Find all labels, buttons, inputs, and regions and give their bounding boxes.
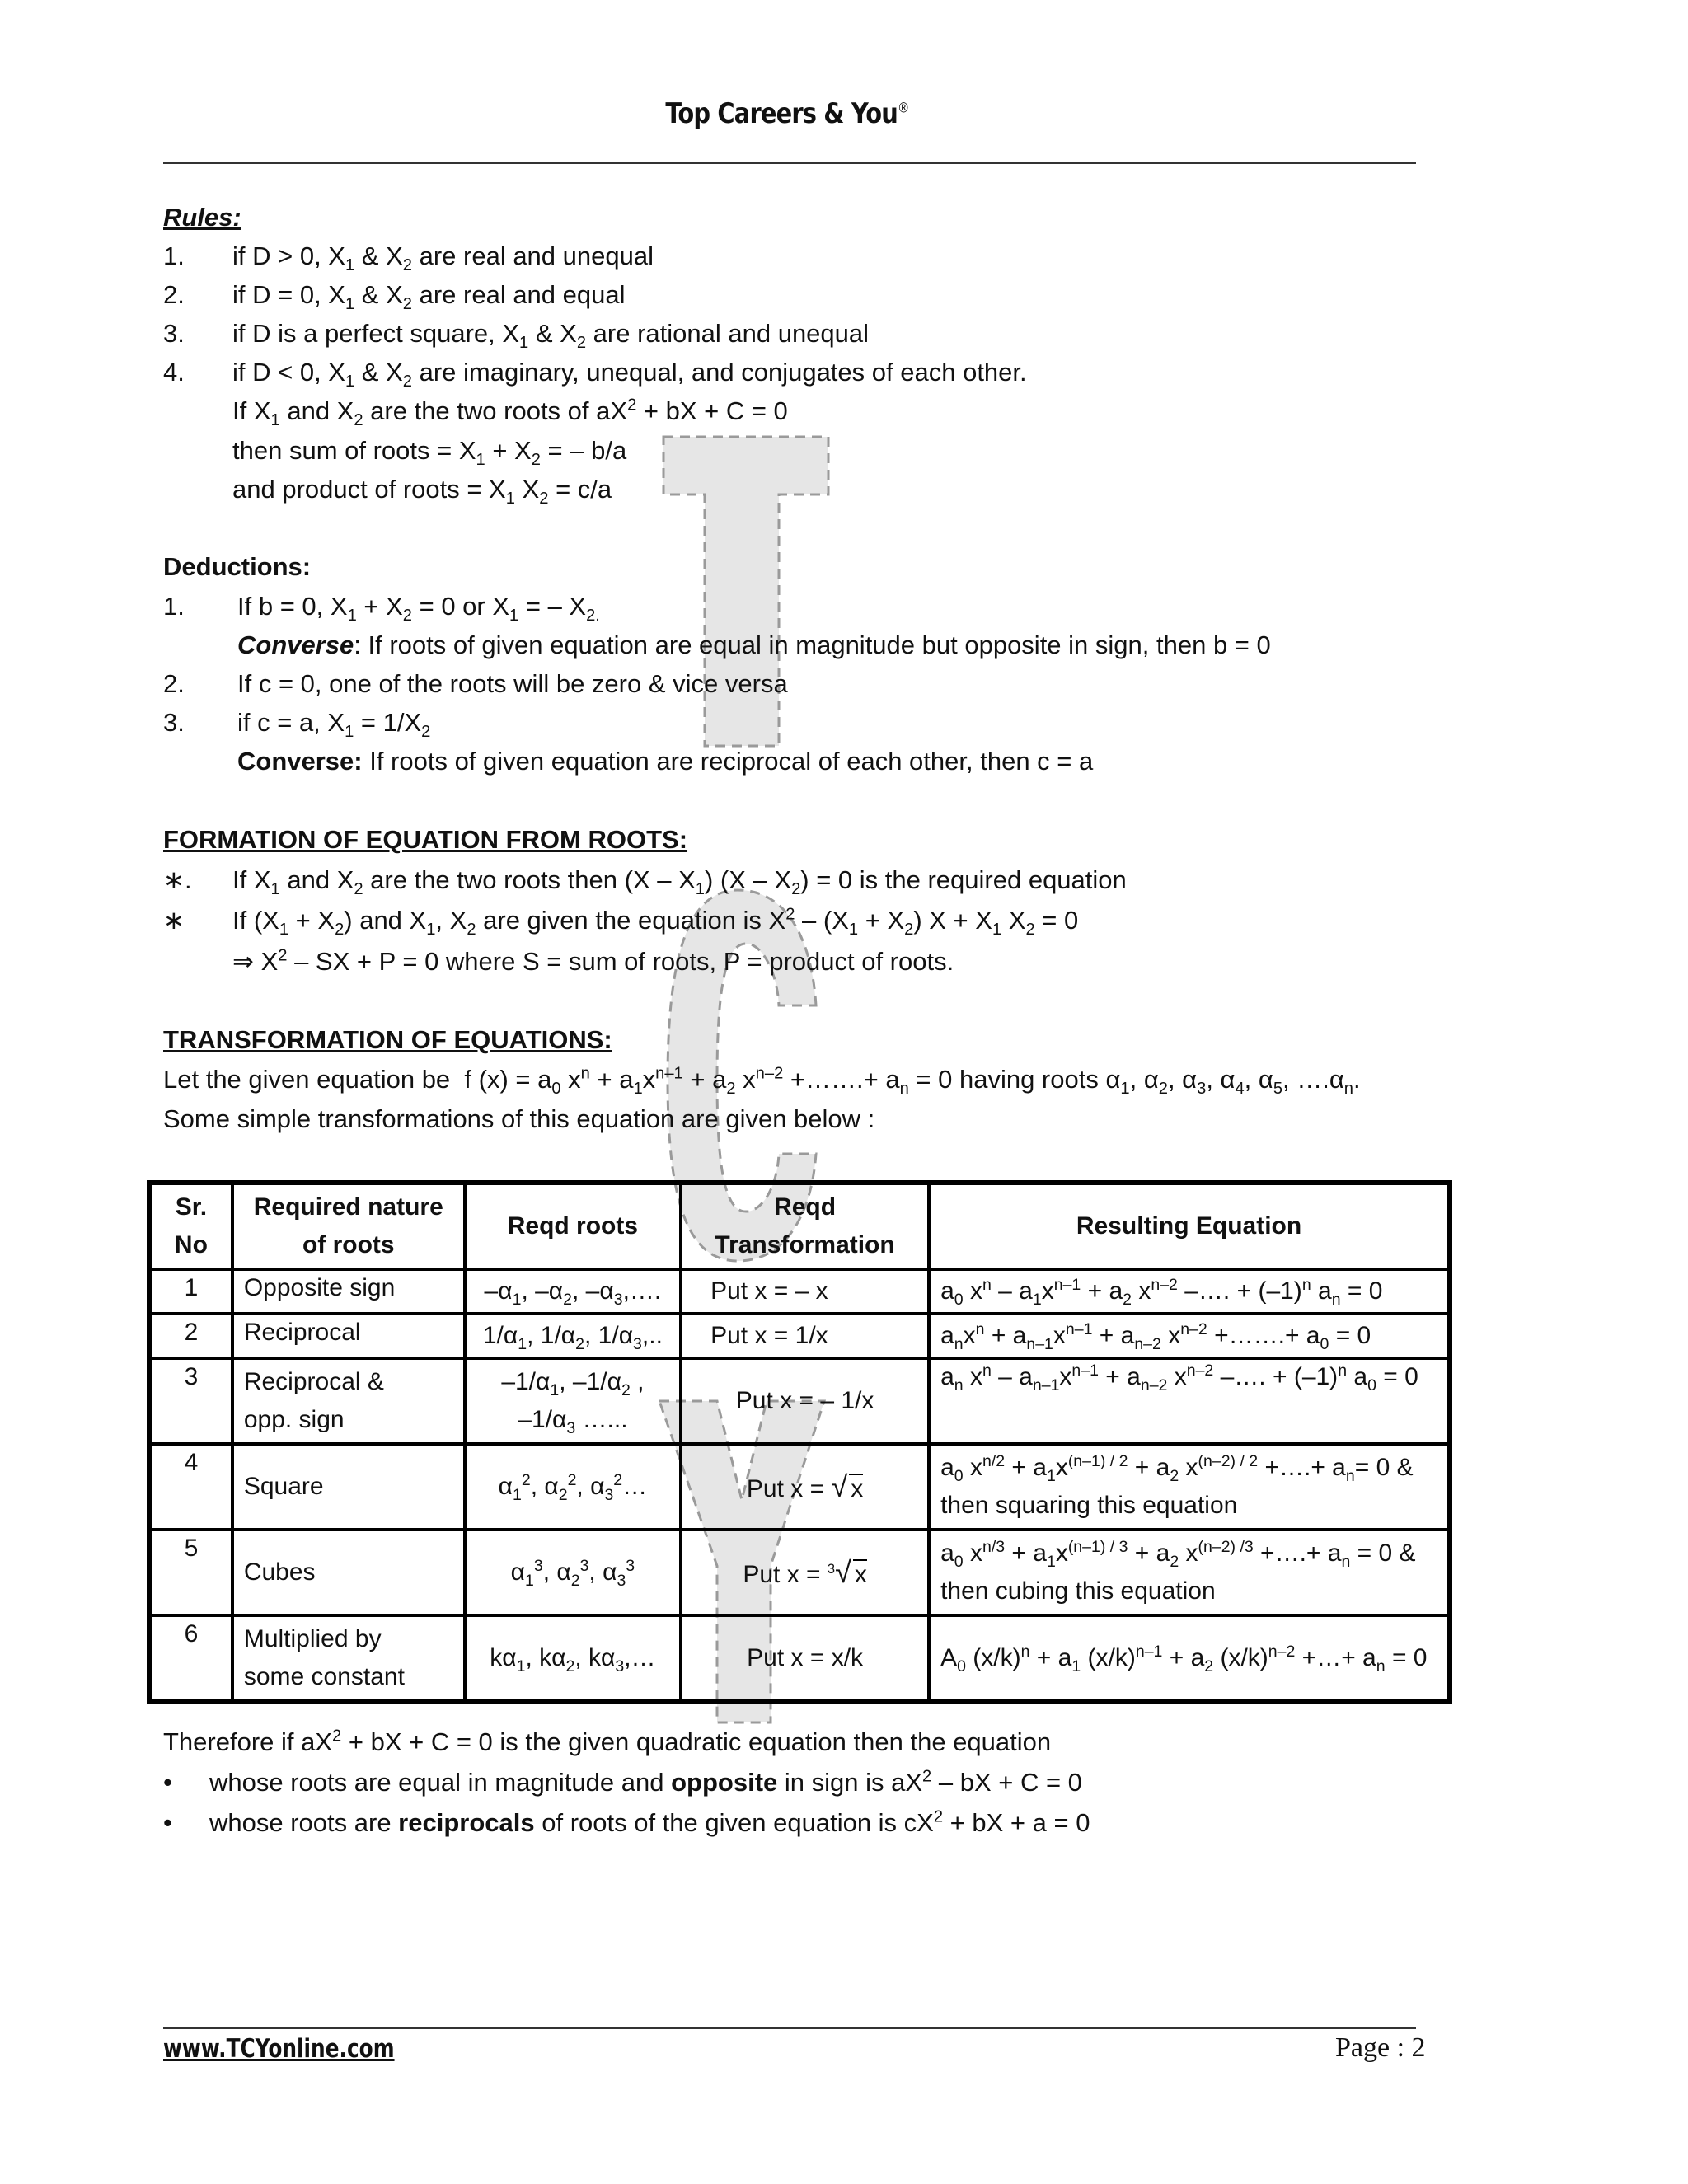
- converse-label: Converse:: [237, 747, 363, 776]
- rule-number: 1.: [163, 241, 185, 270]
- cell-roots: $k\alpha_1$, $k\alpha_2$, $k\alpha_3,\dots$: [465, 1615, 681, 1702]
- rule-number: 4.: [163, 358, 185, 387]
- converse-label: Converse: [237, 630, 354, 659]
- cell-sr: 4: [149, 1444, 232, 1530]
- header-transformation: Reqd Transformation: [681, 1183, 929, 1269]
- cell-nature: Square: [232, 1444, 465, 1530]
- table-row: [149, 1444, 1450, 1530]
- cell-sr: 6: [149, 1615, 232, 1702]
- roots-of-quadratic: If $X_1$ and $X_2$ are the two roots of $aX^2$ + bX + C = 0: [232, 396, 788, 430]
- cell-nature: Opposite sign: [232, 1269, 465, 1314]
- star-bullet: ∗.: [163, 865, 192, 894]
- cell-sr: 5: [149, 1530, 232, 1615]
- therefore-bullet-text: whose roots are reciprocals of roots of the given equation is $cX^2$ + bX + a = 0: [209, 1807, 1090, 1837]
- cell-result: $A_0$ $(x/k)^n + a_1$ $(x/k)^{n-1} + a_2$ $(x/k)^{n-2}$ +…+ $a_n = 0$: [929, 1615, 1450, 1702]
- header-rule: [163, 162, 1416, 164]
- cell-nature: Cubes: [232, 1530, 465, 1615]
- header-result: Resulting Equation: [929, 1183, 1450, 1269]
- cell-result: $a_0$ $x^{n/3} + a_1x^{(n-1) / 3} + a_2$ $x^{(n-2) /3}$ +….+ $a_n = 0$ & then cubing this equation: [929, 1530, 1450, 1615]
- cell-nature: Reciprocal: [232, 1314, 465, 1358]
- deductions-heading: Deductions:: [163, 552, 312, 581]
- cell-nature: Reciprocal & opp. sign: [232, 1358, 465, 1444]
- header-title: [118, 97, 1456, 130]
- transformation-intro: Let the given equation be f $(x) = a_0$ $x^n + a_1x^{n-1} + a_2$ $x^{n-2}$ +…….+ $a_n = 0$ having roots $\alpha_1$, $\alpha_2$, $\alpha_3$, $\alpha_4$, $\alpha_5$, $\dots.\alpha_n$.: [163, 1064, 1361, 1099]
- table-row: [149, 1314, 1450, 1358]
- deduction-converse: [237, 745, 1093, 778]
- cell-roots: $\alpha_1^3$, $\alpha_2^3$, $\alpha_3^3$: [465, 1530, 681, 1615]
- therefore-intro: Therefore if $aX^2$ + bX + C = 0 is the given quadratic equation then the equation: [163, 1727, 1052, 1756]
- table-row: [149, 1358, 1450, 1444]
- converse-text: : If roots of given equation are equal in magnitude but opposite in sign, then b = 0: [354, 630, 1271, 659]
- table-header-row: [149, 1183, 1450, 1269]
- deduction-text: if c = a, $X_1 = 1/X_2$: [237, 708, 431, 742]
- deduction-text: If b = 0, $X_1 + X_2 = 0$ or $X_1$ = – $X_{2.}$: [237, 592, 600, 626]
- cell-result: $a_0$ $x^n - a_1x^{n-1} + a_2$ $x^{n-2}$ –…. + $(-1)^n$ $a_n = 0$: [929, 1269, 1450, 1314]
- rule-text: if D < 0, $X_1$ & $X_2$ are imaginary, unequal, and conjugates of each other.: [232, 358, 1027, 391]
- formation-heading: FORMATION OF EQUATION FROM ROOTS:: [163, 825, 688, 854]
- rule-text: if D > 0, $X_1$ & $X_2$ are real and unequal: [232, 241, 654, 275]
- bullet-dot: •: [163, 1768, 172, 1797]
- deduction-number: 1.: [163, 592, 185, 621]
- cell-transformation: Put x = √ x: [681, 1444, 929, 1530]
- cell-transformation: Put x = $^3$√ x: [681, 1530, 929, 1615]
- footer-site-link[interactable]: www.TCYonline.com: [163, 2034, 395, 2064]
- cell-roots: $\alpha_1^2$, $\alpha_2^2$, $\alpha_3^2\dots$: [465, 1444, 681, 1530]
- cell-roots: $1/\alpha_1$, $1/\alpha_2$, $1/\alpha_3$,..: [465, 1314, 681, 1358]
- formation-result: ⇒ $X^2$ – SX + P = 0 where S = sum of roots, P = product of roots.: [232, 946, 954, 976]
- cell-result: $a_n$ $x^n - a_{n-1}x^{n-1} + a_{n-2}$ $x^{n-2}$ –…. + $(-1)^n$ $a_0 = 0$: [929, 1358, 1450, 1444]
- cell-nature: Multiplied by some constant: [232, 1615, 465, 1702]
- rule-number: 2.: [163, 280, 185, 309]
- registered-mark: ®: [898, 100, 909, 117]
- deduction-number: 2.: [163, 669, 185, 698]
- deduction-text: If c = 0, one of the roots will be zero & vice versa: [237, 669, 788, 698]
- formation-text: If $(X_1 + X_2)$ and $X_1$, $X_2$ are given the equation is $X^2 - (X_1 + X_2) X + X_1$ $X_2 = 0$: [232, 905, 1079, 940]
- sum-of-roots: then sum of roots = $X_1 + X_2$ = – b/a: [232, 436, 627, 470]
- transformation-intro-2: Some simple transformations of this equation are given below :: [163, 1104, 875, 1133]
- cell-transformation: Put x = 1/x: [681, 1314, 929, 1358]
- transformation-heading: TRANSFORMATION OF EQUATIONS:: [163, 1025, 612, 1054]
- header-title-text: Top Careers & You: [665, 97, 898, 130]
- table-row: [149, 1615, 1450, 1702]
- product-of-roots: and product of roots = $X_1$ $X_2 = c/a$: [232, 475, 612, 509]
- star-bullet: ∗: [163, 906, 185, 935]
- formation-text: If $X_1$ and $X_2$ are the two roots then $(X - X_1)$ $(X - X_2) = 0$ is the required equation: [232, 865, 1127, 899]
- footer-rule: [163, 2027, 1416, 2029]
- table-row: [149, 1530, 1450, 1615]
- rule-number: 3.: [163, 319, 185, 348]
- deduction-converse: [237, 629, 1271, 662]
- cell-result: $a_0$ $x^{n/2} + a_1x^{(n-1) / 2} + a_2$ $x^{(n-2) / 2}$ +….+ $a_n= 0$ & then squaring this equation: [929, 1444, 1450, 1530]
- square-root-icon: √: [831, 1469, 848, 1503]
- table-row: [149, 1269, 1450, 1314]
- cell-transformation: Put x = x/k: [681, 1615, 929, 1702]
- page-number: Page : 2: [1335, 2032, 1426, 2063]
- cell-roots: $-1/\alpha_1$, $-1/\alpha_2$ , $-1/\alpha_3$ …...: [465, 1358, 681, 1444]
- header-roots: Reqd roots: [465, 1183, 681, 1269]
- cell-sr: 2: [149, 1314, 232, 1358]
- converse-text: If roots of given equation are reciprocal of each other, then c = a: [362, 747, 1094, 776]
- cell-roots: $-\alpha_1$, $-\alpha_2$, $-\alpha_3,\dots$.: [465, 1269, 681, 1314]
- header-sr: Sr. No: [149, 1183, 232, 1269]
- deduction-number: 3.: [163, 708, 185, 737]
- cell-result: $a_nx^n + a_{n-1}x^{n-1} + a_{n-2}$ $x^{n-2}$ +…….+ $a_0 = 0$: [929, 1314, 1450, 1358]
- rule-text: if D is a perfect square, $X_1$ & $X_2$ are rational and unequal: [232, 319, 870, 353]
- header-nature: Required nature of roots: [232, 1183, 465, 1269]
- cell-transformation: Put x = – 1/x: [681, 1358, 929, 1444]
- therefore-bullet-text: whose roots are equal in magnitude and opposite in sign is $aX^2$ – bX + C = 0: [209, 1767, 1082, 1797]
- cube-root-icon: √: [835, 1555, 851, 1589]
- cell-sr: 1: [149, 1269, 232, 1314]
- rule-text: if D = 0, $X_1$ & $X_2$ are real and equal: [232, 280, 626, 314]
- bullet-dot: •: [163, 1808, 172, 1837]
- cell-transformation: Put x = – x: [681, 1269, 929, 1314]
- cell-sr: 3: [149, 1358, 232, 1444]
- rules-heading: Rules:: [163, 203, 241, 232]
- transformation-table: [147, 1180, 1452, 1704]
